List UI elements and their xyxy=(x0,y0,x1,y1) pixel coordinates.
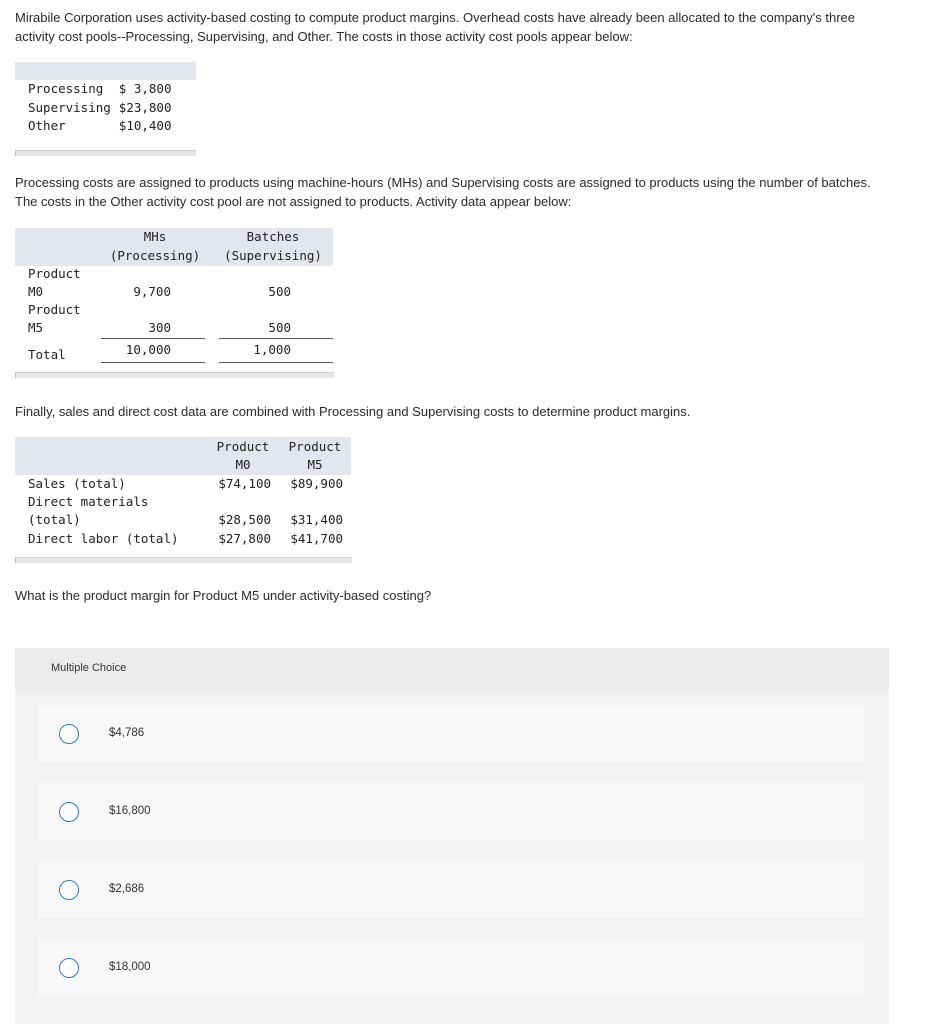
pool-label: Other xyxy=(28,118,66,133)
total-underline xyxy=(101,362,205,363)
activity-intro-paragraph: Processing costs are assigned to products using machine-hours (MHs) and Supervising costs are assigned to products using the number of batches. The costs in the Other activity cost pool are not assigned to products. Activity data appear below: xyxy=(15,175,871,209)
activity-cost-pools-table xyxy=(15,62,196,156)
batches-header: Batches xyxy=(246,229,300,244)
m5-value: $89,900 xyxy=(290,476,343,491)
multiple-choice-panel xyxy=(15,648,889,1024)
choice-option-2[interactable] xyxy=(38,783,864,840)
row-label: (total) xyxy=(28,512,81,527)
batches-value: 500 xyxy=(268,320,291,335)
table-row xyxy=(28,99,171,118)
row-label: Direct labor (total) xyxy=(28,531,179,546)
m5-header: Product xyxy=(288,439,342,454)
row-label: Product xyxy=(28,266,81,281)
total-underline xyxy=(219,362,333,363)
radio-button[interactable] xyxy=(59,724,79,744)
batches-header-sub: (Supervising) xyxy=(224,248,322,263)
pool-value: $23,800 xyxy=(118,99,172,115)
total-label: Total xyxy=(28,347,66,362)
table-bottom-bar xyxy=(15,150,196,156)
radio-button[interactable] xyxy=(59,880,79,900)
m0-value: $74,100 xyxy=(218,476,271,491)
row-label: M0 xyxy=(28,284,44,299)
question-text: What is the product margin for Product M5 under activity-based costing? xyxy=(15,588,432,603)
m5-value: $41,700 xyxy=(290,531,343,546)
pool-label: Processing xyxy=(28,81,104,96)
choice-option-1[interactable] xyxy=(38,705,864,762)
m0-value: $27,800 xyxy=(218,531,271,546)
m0-value: $28,500 xyxy=(218,512,271,527)
pool-label: Supervising xyxy=(28,99,111,115)
mhs-header: MHs xyxy=(143,229,167,244)
m5-header-sub: M5 xyxy=(307,457,323,472)
pool-value: $ 3,800 xyxy=(118,81,172,96)
sales-intro-paragraph: Finally, sales and direct cost data are combined with Processing and Supervising costs to determine product margins. xyxy=(15,404,691,419)
table-bottom-bar xyxy=(15,372,334,378)
table-header-bar xyxy=(15,62,196,80)
mhs-value: 9,700 xyxy=(133,284,171,299)
row-label: Sales (total) xyxy=(28,476,126,491)
m0-header-sub: M0 xyxy=(235,457,251,472)
total-batches: 1,000 xyxy=(253,342,291,357)
multiple-choice-title: Multiple Choice xyxy=(51,662,127,674)
row-label: M5 xyxy=(28,320,44,335)
radio-button[interactable] xyxy=(59,958,79,978)
total-rule xyxy=(101,338,205,339)
total-mhs: 10,000 xyxy=(125,342,171,357)
mhs-header-sub: (Processing) xyxy=(109,248,201,263)
mhs-value: 300 xyxy=(148,320,171,335)
intro-paragraph: Mirabile Corporation uses activity-based costing to compute product margins. Overhead costs have already been allocated to the company's three activity cost pools--Processing, Supervising, and Other. The costs in those activity cost pools appear below: xyxy=(15,10,855,44)
pool-value: $10,400 xyxy=(118,118,172,133)
m0-header: Product xyxy=(216,439,270,454)
table-row xyxy=(28,80,171,99)
choice-label: $18,000 xyxy=(109,961,151,973)
multiple-choice-header xyxy=(15,648,889,692)
table-bottom-bar xyxy=(15,557,352,563)
row-label: Direct materials xyxy=(28,494,149,509)
choice-label: $2,686 xyxy=(109,883,145,895)
choice-option-4[interactable] xyxy=(38,939,864,996)
radio-button[interactable] xyxy=(59,802,79,822)
table-row xyxy=(28,117,171,136)
choice-label: $4,786 xyxy=(109,727,145,739)
row-label: Product xyxy=(28,302,81,317)
choice-label: $16,800 xyxy=(109,805,151,817)
m5-value: $31,400 xyxy=(290,512,343,527)
batches-value: 500 xyxy=(268,284,291,299)
choice-option-3[interactable] xyxy=(38,861,864,918)
total-rule xyxy=(219,338,333,339)
